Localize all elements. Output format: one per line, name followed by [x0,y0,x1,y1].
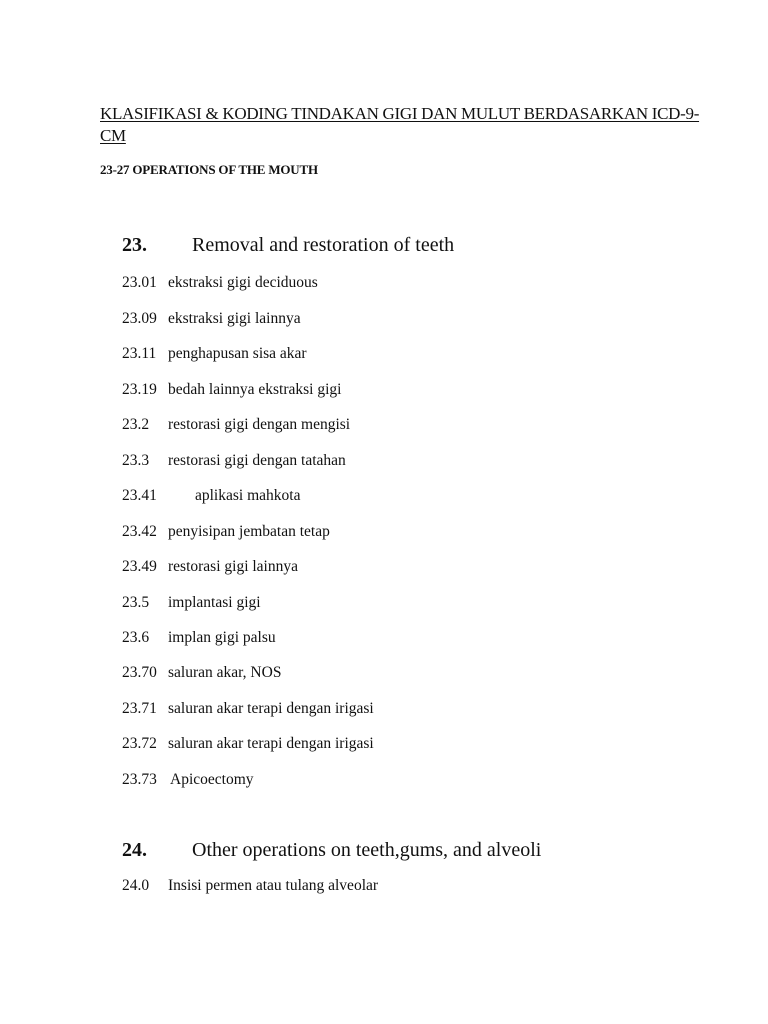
list-item [122,522,330,542]
item-code: 23.2 [122,416,150,433]
item-description: saluran akar terapi dengan irigasi [168,735,374,752]
list-item [122,628,276,648]
item-code: 23.72 [122,735,157,752]
item-description: restorasi gigi dengan tatahan [168,452,346,469]
list-item [122,380,341,400]
document-subtitle: 23-27 OPERATIONS OF THE MOUTH [100,162,318,177]
item-description: restorasi gigi lainnya [168,558,298,575]
item-description: implan gigi palsu [168,629,276,646]
list-item [122,876,378,896]
list-item [122,734,374,754]
list-item [122,557,298,577]
list-item [122,770,254,790]
item-code: 23.41 [122,487,157,504]
list-item [122,451,346,471]
section-title: Removal and restoration of teeth [192,234,455,256]
item-description: penyisipan jembatan tetap [168,523,330,540]
item-code: 23.70 [122,664,157,681]
list-item [122,273,318,293]
section-heading-24 [122,838,541,862]
item-code: 23.19 [122,381,157,398]
list-item [122,415,350,435]
list-item [122,663,281,683]
item-code: 23.71 [122,700,157,717]
item-description: aplikasi mahkota [195,487,301,504]
item-description: penghapusan sisa akar [168,345,307,362]
item-code: 23.5 [122,594,150,611]
item-description: implantasi gigi [168,594,261,611]
list-item [122,486,300,506]
section-number: 24. [122,839,147,861]
item-code: 23.3 [122,452,150,469]
item-description: Apicoectomy [170,771,254,788]
item-description: bedah lainnya ekstraksi gigi [168,381,342,398]
list-item [122,593,261,613]
item-description: ekstraksi gigi lainnya [168,310,301,327]
item-description: saluran akar terapi dengan irigasi [168,700,374,717]
section-title: Other operations on teeth,gums, and alveoli [192,839,542,861]
list-item [122,699,374,719]
item-description: saluran akar, NOS [168,664,282,681]
item-code: 23.73 [122,771,157,788]
item-code: 23.01 [122,274,157,291]
item-code: 24.0 [122,877,150,894]
list-item [122,309,301,329]
item-code: 23.6 [122,629,150,646]
list-item [122,344,307,364]
section-number: 23. [122,234,147,256]
section-heading-23 [122,233,454,257]
item-code: 23.09 [122,310,157,327]
item-code: 23.42 [122,523,157,540]
item-description: Insisi permen atau tulang alveolar [168,877,379,894]
item-code: 23.49 [122,558,157,575]
document-title: KLASIFIKASI & KODING TINDAKAN GIGI DAN MULUT BERDASARKAN ICD-9-CM [100,104,700,145]
item-description: ekstraksi gigi deciduous [168,274,318,291]
item-code: 23.11 [122,345,157,362]
item-description: restorasi gigi dengan mengisi [168,416,351,433]
